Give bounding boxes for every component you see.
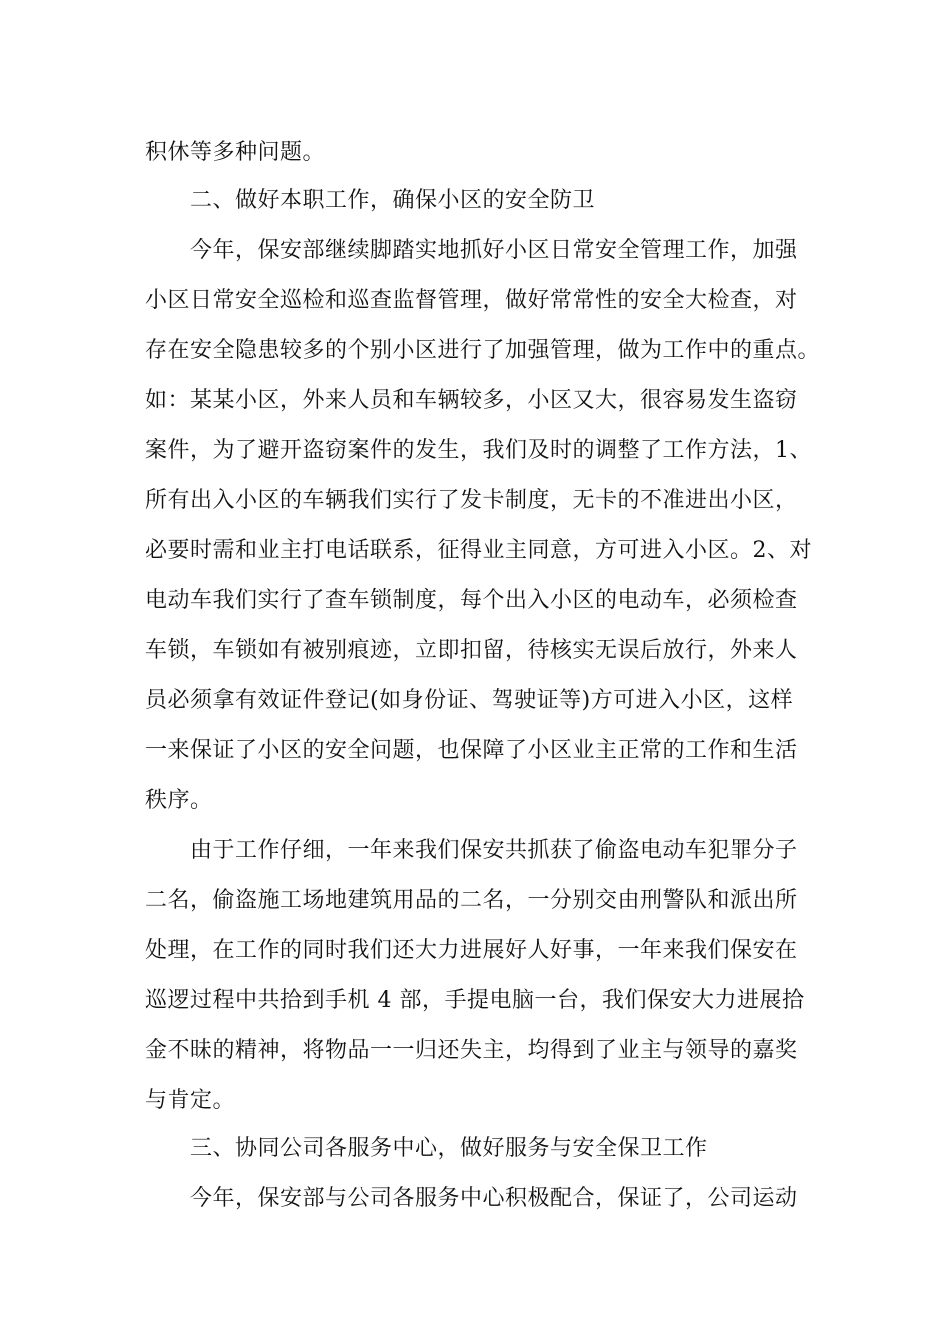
paragraph-line: 所有出入小区的车辆我们实行了发卡制度，无卡的不准进出小区， [145, 488, 798, 513]
paragraph-line: 与肯定。 [145, 1088, 236, 1113]
paragraph-line: 今年，保安部与公司各服务中心积极配合，保证了，公司运动 [190, 1186, 798, 1211]
paragraph-line: 二名，偷盗施工场地建筑用品的二名，一分别交由刑警队和派出所 [145, 888, 798, 913]
paragraph-line: 电动车我们实行了查车锁制度，每个出入小区的电动车，必须检查 [145, 588, 798, 613]
paragraph-line: 积休等多种问题。 [145, 140, 326, 165]
paragraph-line: 巡逻过程中共拾到手机 4 部，手提电脑一台，我们保安大力进展拾 [145, 988, 805, 1013]
paragraph-line: 金不昧的精神，将物品一一归还失主，均得到了业主与领导的嘉奖 [145, 1038, 798, 1063]
paragraph-line: 秩序。 [145, 788, 213, 813]
paragraph-line: 存在安全隐患较多的个别小区进行了加强管理，做为工作中的重点。 [145, 338, 821, 363]
paragraph-line: 由于工作仔细，一年来我们保安共抓获了偷盗电动车犯罪分子 [190, 838, 798, 863]
section-heading-2: 二、做好本职工作，确保小区的安全防卫 [190, 188, 596, 213]
paragraph-line: 处理，在工作的同时我们还大力进展好人好事，一年来我们保安在 [145, 938, 798, 963]
paragraph-line: 一来保证了小区的安全问题，也保障了小区业主正常的工作和生活 [145, 738, 798, 763]
paragraph-line: 必要时需和业主打电话联系，征得业主同意，方可进入小区。2、对 [145, 538, 812, 563]
paragraph-line: 如：某某小区，外来人员和车辆较多，小区又大，很容易发生盗窃 [145, 388, 798, 413]
paragraph-line: 小区日常安全巡检和巡查监督管理，做好常常性的安全大检查，对 [145, 288, 798, 313]
paragraph-line: 案件，为了避开盗窃案件的发生，我们及时的调整了工作方法，1、 [145, 438, 812, 463]
paragraph-line: 今年，保安部继续脚踏实地抓好小区日常安全管理工作，加强 [190, 238, 798, 263]
paragraph-line: 员必须拿有效证件登记(如身份证、驾驶证等)方可进入小区，这样 [145, 688, 794, 713]
paragraph-line: 车锁，车锁如有被别痕迹，立即扣留，待核实无误后放行，外来人 [145, 638, 798, 663]
section-heading-3: 三、协同公司各服务中心，做好服务与安全保卫工作 [190, 1136, 708, 1161]
